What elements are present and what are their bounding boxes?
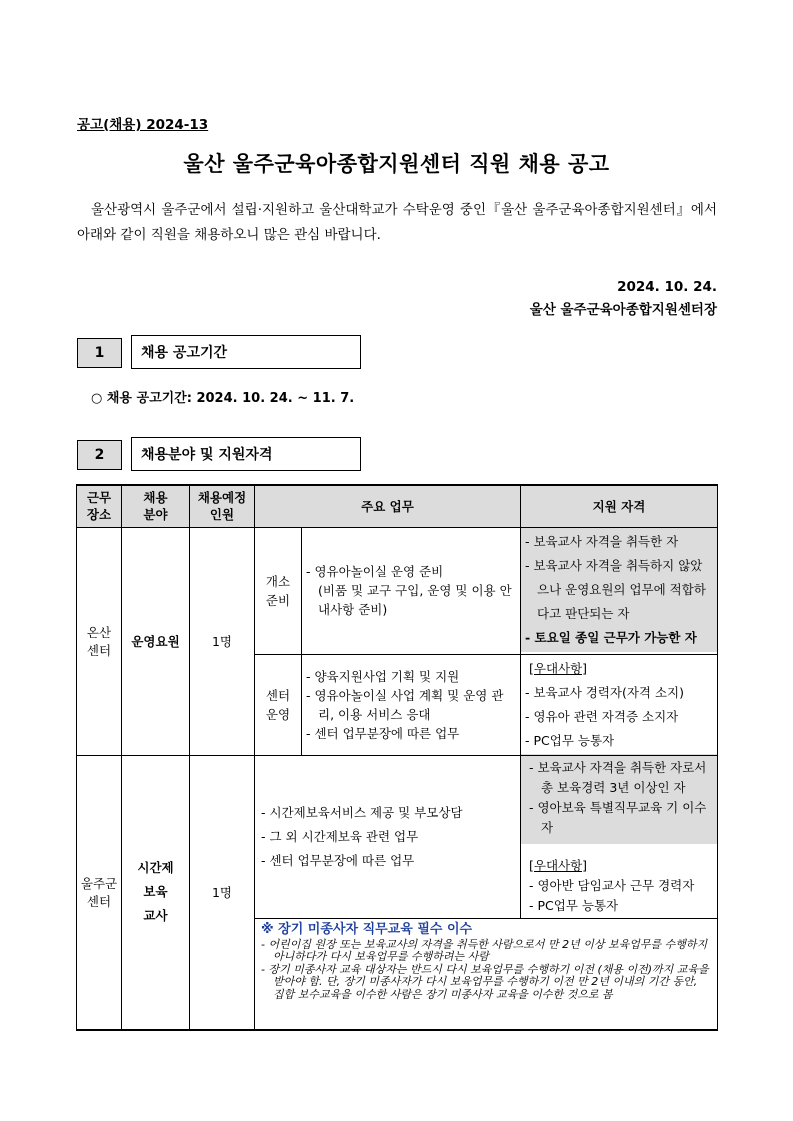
intro-paragraph	[77, 198, 717, 248]
section1-number: 1	[77, 338, 122, 368]
row2-count: 1명	[190, 755, 255, 1030]
note-title: ※ 장기 미종사자 직무교육 필수 이수	[261, 921, 473, 937]
qual-item: - 영유아 관련 자격증 소지자	[525, 708, 679, 724]
note-item: - 어린이집 원장 또는 보육교사의 자격을 취득한 사람으로서 만 2년 이상 보육업무를 수행하지 아니하다가 다시 보육업무를 수행하려는 사람	[261, 937, 708, 963]
row1-count: 1명	[190, 527, 255, 755]
duty-item: - 시간제보육서비스 제공 및 부모상담	[261, 804, 463, 820]
row2-duties	[255, 755, 521, 918]
header-field: 채용 분야	[122, 485, 190, 527]
qual-item: - PC업무 능통자	[525, 732, 615, 748]
qual-item: - 보육교사 자격을 취득한 자	[525, 533, 679, 549]
intro-text: 울산광역시 울주군에서 설립·지원하고 울산대학교가 수탁운영 중인『울산 울주군육아종합지원센터』에서 아래와 같이 직원을 채용하오니 많은 관심 바랍니다.	[77, 202, 717, 243]
row1-sub1-label: 개소 준비	[255, 527, 302, 654]
duty-item: - 그 외 시간제보육 관련 업무	[261, 828, 419, 844]
header-count: 채용예정 인원	[190, 485, 255, 527]
table-row	[77, 755, 718, 918]
recruit-period: ○ 채용 공고기간: 2024. 10. 24. ~ 11. 7.	[91, 391, 355, 406]
preferred-label: [우대사항]	[529, 660, 588, 676]
row1-location: 온산 센터	[77, 527, 122, 755]
recruitment-table	[76, 484, 718, 1031]
duty-item: - 센터 업무분장에 따른 업무	[261, 852, 415, 868]
row1-qual-preferred	[521, 654, 718, 755]
qual-item: - 영아반 담임교사 근무 경력자	[529, 877, 695, 893]
duty-item: (비품 및 교구 구입, 운영 및 이용 안내사항 준비)	[318, 583, 512, 617]
row2-field: 시간제 보육 교사	[122, 755, 190, 1030]
qual-item: - 보육교사 경력자(자격 소지)	[525, 684, 685, 700]
long-term-note	[255, 918, 718, 1030]
section2-number: 2	[77, 440, 122, 470]
row1-field: 운영요원	[122, 527, 190, 755]
row2-qual	[521, 755, 718, 918]
preferred-label: [우대사항]	[529, 857, 588, 873]
page-title: 울산 울주군육아종합지원센터 직원 채용 공고	[183, 152, 610, 176]
signer: 울산 울주군육아종합지원센터장	[529, 302, 717, 318]
qual-item: - 보육교사 자격을 취득하지 않았으나 운영요원의 업무에 적합하다고 판단되는 자	[525, 557, 706, 621]
row1-qual-required	[521, 527, 718, 654]
qual-item: - 영아보육 특별직무교육 기 이수자	[529, 799, 707, 835]
duty-item: - 영유아놀이실 운영 준비	[306, 564, 444, 579]
table-header-row	[77, 485, 718, 527]
note-item: - 장기 미종사자 교육 대상자는 반드시 다시 보육업무를 수행하기 이전 (채용 이전)까지 교육을 받아야 함. 단, 장기 미종사자가 다시 보육업무를 수행하기 이전 만 2년 이내의 기간 동안, 집합 보수교육을 이수한 사람은 장기 미종사자 교육을 이수한 것으로 봄	[261, 962, 709, 1001]
header-duties: 주요 업무	[255, 485, 521, 527]
row2-location: 울주군 센터	[77, 755, 122, 1030]
qual-item: - 보육교사 자격을 취득한 자로서 총 보육경력 3년 이상인 자	[529, 759, 707, 795]
duty-item: - 양육지원사업 기획 및 지원	[306, 668, 460, 684]
duty-item: - 센터 업무분장에 따른 업무	[306, 725, 460, 741]
section1-title: 채용 공고기간	[131, 335, 361, 369]
notice-date: 2024. 10. 24.	[617, 279, 717, 295]
row1-sub2-duties	[302, 654, 521, 755]
qual-item-bold: - 토요일 종일 근무가 가능한 자	[525, 629, 697, 645]
row1-sub2-label: 센터 운영	[255, 654, 302, 755]
section2-title: 채용분야 및 지원자격	[131, 437, 361, 471]
qual-item: - PC업무 능통자	[529, 897, 619, 913]
table-row	[77, 527, 718, 654]
notice-number: 공고(채용) 2024-13	[77, 117, 209, 133]
duty-item: - 영유아놀이실 사업 계획 및 운영 관리, 이용 서비스 응대	[306, 687, 504, 722]
header-location: 근무 장소	[77, 485, 122, 527]
row1-sub1-duties	[302, 527, 521, 654]
header-qualification: 지원 자격	[521, 485, 718, 527]
